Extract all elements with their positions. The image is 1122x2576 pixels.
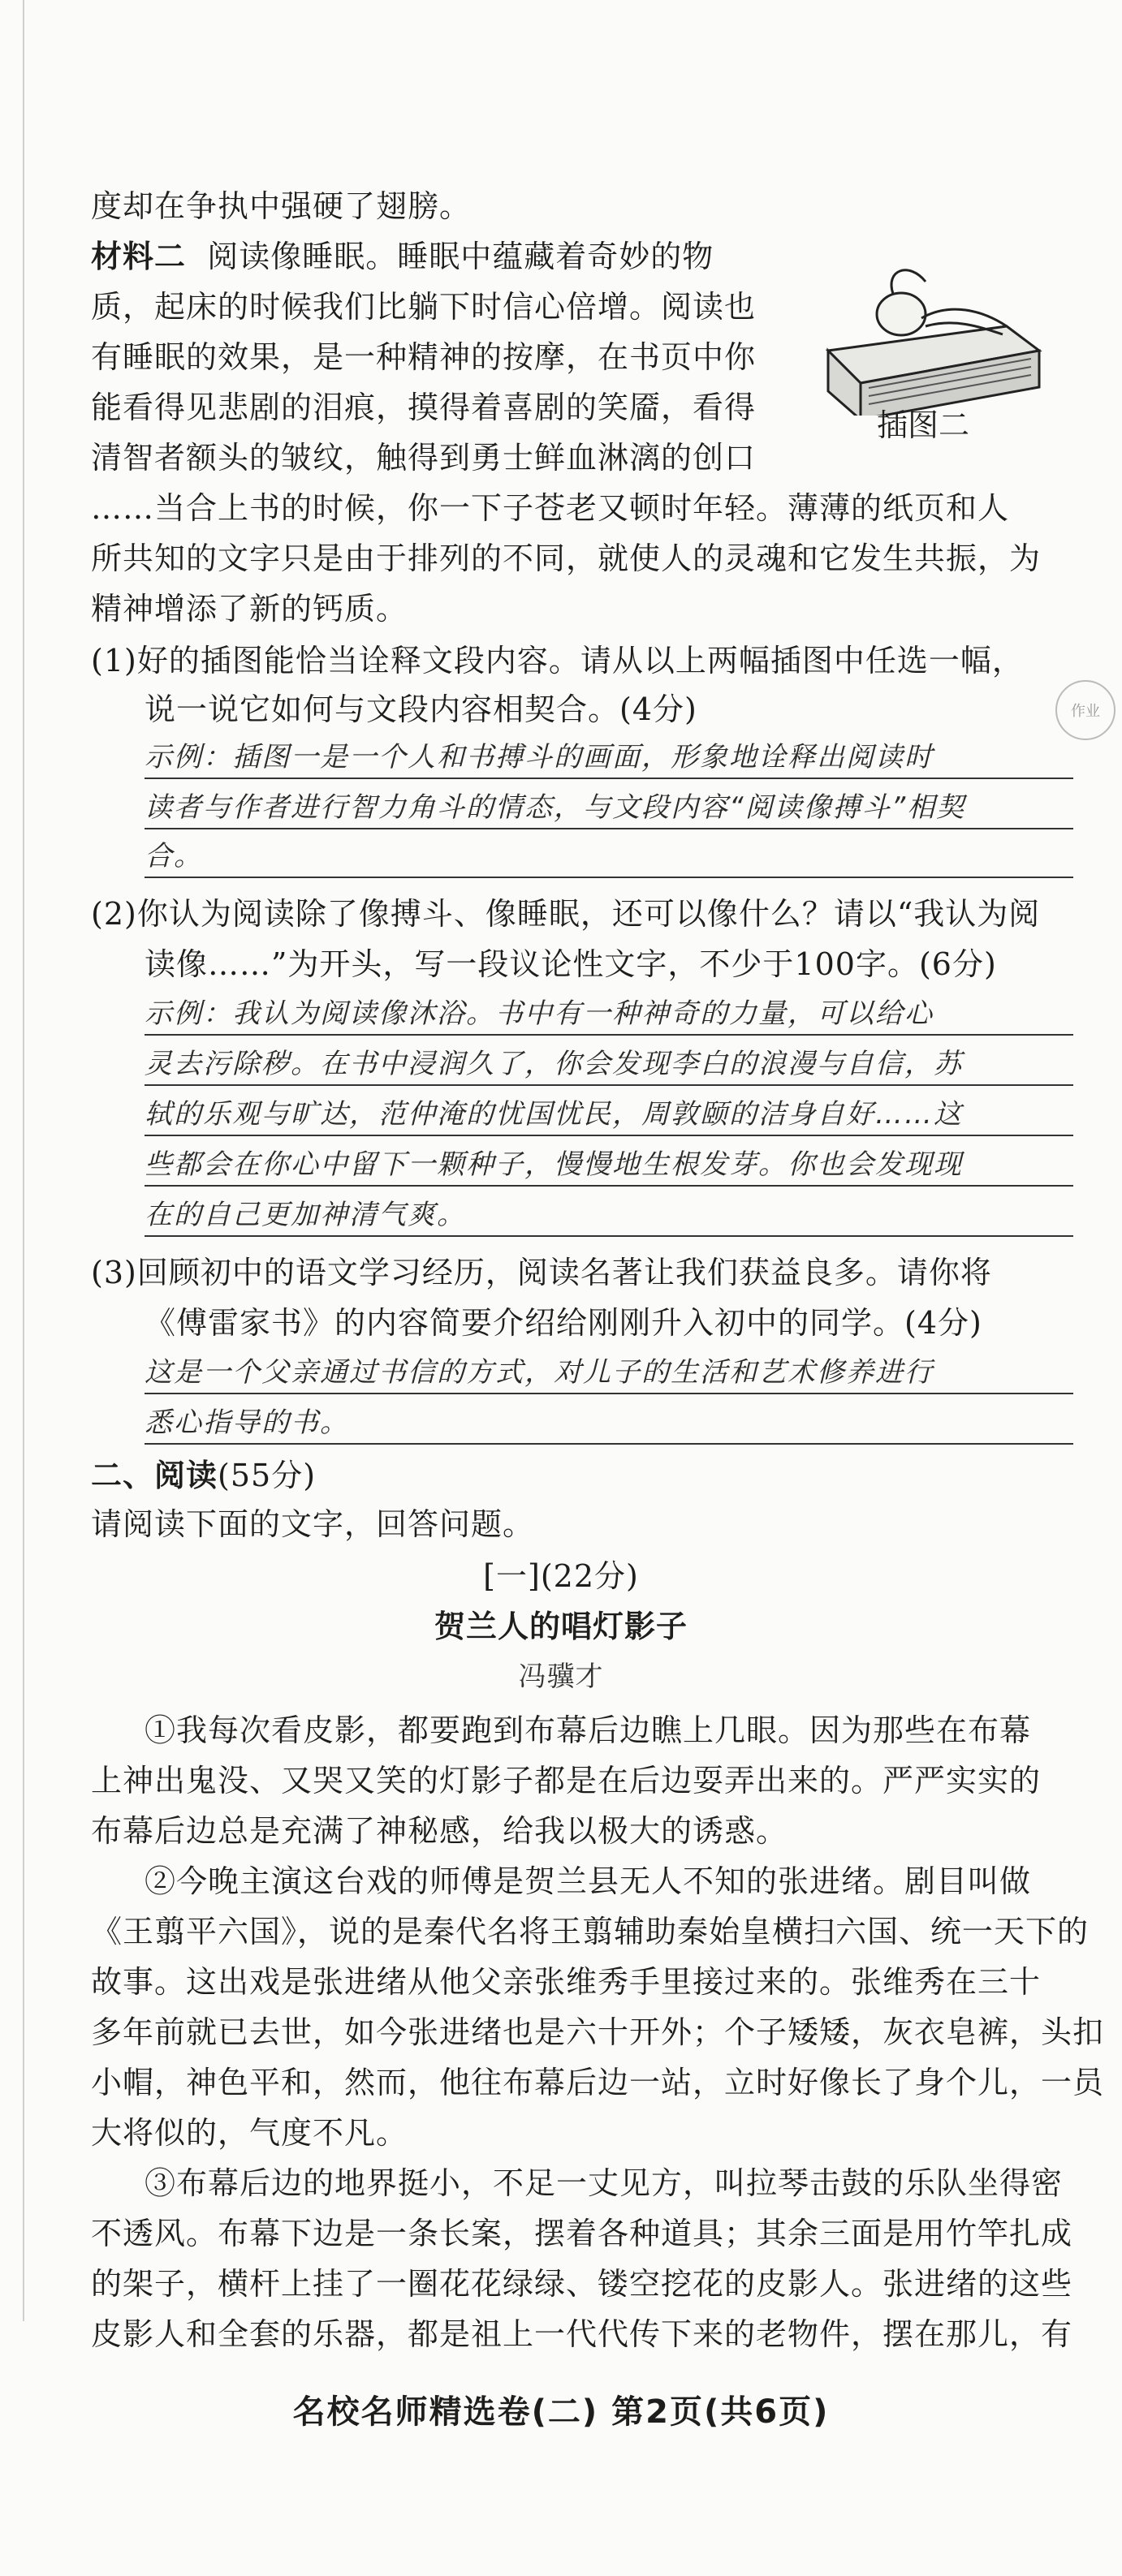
section-2-title: 二、阅读 (91, 1457, 218, 1493)
part-heading: [一](22分) (483, 1558, 639, 1594)
answer-line: 示例：插图一是一个人和书搏斗的画面，形象地诠释出阅读时 (145, 737, 1073, 779)
answer-line: 在的自己更加神清气爽。 (145, 1195, 1073, 1237)
answer-line: 合。 (145, 836, 1073, 878)
paragraph-line: 《王翦平六国》，说的是秦代名将王翦辅助秦始皇横扫六国、统一天下的 (91, 1914, 1090, 1949)
paragraph-line: ①我每次看皮影，都要跑到布幕后边瞧上几眼。因为那些在布幕 (145, 1712, 1032, 1748)
text-line: ……当合上书的时候，你一下子苍老又顿时年轻。薄薄的纸页和人 (91, 490, 1010, 526)
page-footer: 名校名师精选卷(二) 第2页(共6页) (292, 2393, 830, 2431)
paragraph-line: 的架子，横杆上挂了一圈花花绿绿、镂空挖花的皮影人。张进绪的这些 (91, 2266, 1073, 2302)
answer-line: 这是一个父亲通过书信的方式，对儿子的生活和艺术修养进行 (145, 1352, 1073, 1394)
answer-line: 轼的乐观与旷达，范仲淹的忧国忧民，周敦颐的洁身自好……这 (145, 1094, 1073, 1136)
text-line: 有睡眠的效果，是一种精神的按摩，在书页中你 (91, 339, 757, 375)
paragraph-line: 多年前就已去世，如今张进绪也是六十开外；个子矮矮，灰衣皂裤，头扣 (91, 2014, 1105, 2050)
figure2-caption: 插图二 (877, 407, 970, 443)
paragraph-line: 上神出鬼没、又哭又笑的灯影子都是在后边耍弄出来的。严严实实的 (91, 1763, 1042, 1798)
text-line: 所共知的文字只是由于排列的不同，就使人的灵魂和它发生共振，为 (91, 541, 1042, 576)
text-line: 清智者额头的皱纹，触得到勇士鲜血淋漓的创口 (91, 440, 757, 476)
question-2-line2: 读像……”为开头，写一段议论性文字，不少于100字。(6分) (145, 946, 997, 982)
question-2-line1: (2)你认为阅读除了像搏斗、像睡眠，还可以像什么？请以“我认为阅 (91, 896, 1041, 932)
question-3-line1: (3)回顾初中的语文学习经历，阅读名著让我们获益良多。请你将 (91, 1255, 992, 1290)
section-2-heading (91, 1454, 1073, 1497)
answer-line: 示例：我认为阅读像沐浴。书中有一种神奇的力量，可以给心 (145, 993, 1073, 1036)
paragraph-line: ③布幕后边的地界挺小，不足一丈见方，叫拉琴击鼓的乐队坐得密 (145, 2165, 1064, 2201)
paragraph-line: 小帽，神色平和，然而，他往布幕后边一站，立时好像长了身个儿，一员 (91, 2065, 1105, 2100)
question-1-line2: 说一说它如何与文段内容相契合。(4分) (145, 691, 697, 727)
paragraph-line: 不透风。布幕下边是一条长案，摆着各种道具；其余三面是用竹竿扎成 (91, 2216, 1073, 2251)
answer-line: 些都会在你心中留下一颗种子，慢慢地生根发芽。你也会发现现 (145, 1144, 1073, 1187)
paragraph-line: 布幕后边总是充满了神秘感，给我以极大的诱惑。 (91, 1813, 788, 1849)
question-3-line2: 《傅雷家书》的内容简要介绍给刚刚升入初中的同学。(4分) (145, 1305, 982, 1341)
answer-line: 读者与作者进行智力角斗的情态，与文段内容“阅读像搏斗”相契 (145, 787, 1073, 829)
paragraph-line: 故事。这出戏是张进绪从他父亲张维秀手里接过来的。张维秀在三十 (91, 1964, 1042, 2000)
text-line: 精神增添了新的钙质。 (91, 591, 408, 627)
answer-line: 悉心指导的书。 (145, 1402, 1073, 1445)
margin-divider (23, 0, 24, 2321)
question-1-line1: (1)好的插图能恰当诠释文段内容。请从以上两幅插图中任选一幅， (91, 643, 1024, 678)
section-2-instruction: 请阅读下面的文字，回答问题。 (91, 1506, 535, 1542)
text-line: 度却在争执中强硬了翅膀。 (91, 188, 472, 224)
text-line: 阅读像睡眠。睡眠中蕴藏着奇妙的物 (207, 239, 714, 274)
section-2-score: (55分) (218, 1458, 317, 1493)
paragraph-line: ②今晚主演这台戏的师傅是贺兰县无人不知的张进绪。剧目叫做 (145, 1863, 1032, 1899)
paragraph-line: 皮影人和全套的乐器，都是祖上一代代传下来的老物件，摆在那儿，有 (91, 2316, 1073, 2352)
stamp-mark: 作业 (1055, 680, 1116, 740)
article-title: 贺兰人的唱灯影子 (434, 1609, 688, 1644)
material2-label: 材料二 (91, 238, 187, 274)
article-author: 冯骥才 (518, 1661, 604, 1693)
answer-line: 灵去污除秽。在书中浸润久了，你会发现李白的浪漫与自信，苏 (145, 1044, 1073, 1086)
text-line: 质，起床的时候我们比躺下时信心倍增。阅读也 (91, 289, 757, 325)
paragraph-line: 大将似的，气度不凡。 (91, 2115, 408, 2151)
text-line: 能看得见悲剧的泪痕，摸得着喜剧的笑靥，看得 (91, 390, 757, 425)
figure-book-sleeper-illustration (812, 237, 1047, 416)
